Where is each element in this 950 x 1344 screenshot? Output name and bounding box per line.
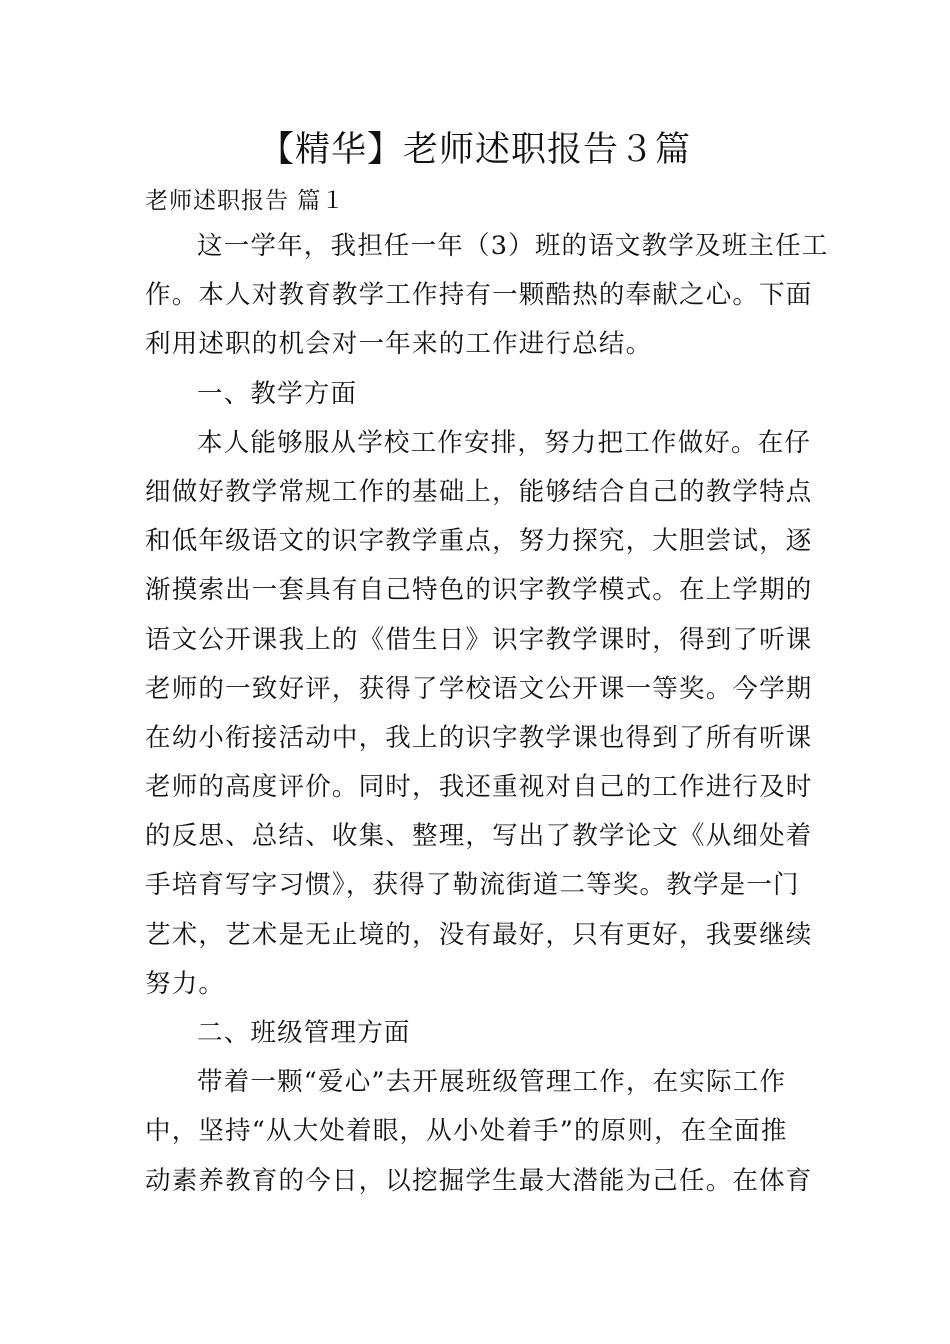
section-heading-class-management: 二、班级管理方面 [197,1018,411,1048]
document-body [145,222,829,1206]
paragraph-line: 渐摸索出一套具有自己特色的识字教学模式。在上学期的 [145,575,813,606]
paragraph-line: 动素养教育的今日，以挖掘学生最大潜能为己任。在体育 [145,1165,813,1196]
paragraph-line: 细做好教学常规工作的基础上，能够结合自己的教学特点 [145,476,813,507]
paragraph-line: 的反思、总结、收集、整理，写出了教学论文《从细处着 [145,821,813,852]
paragraph-line: 和低年级语文的识字教学重点，努力探究，大胆尝试，逐 [145,526,813,557]
section-heading-teaching: 一、教学方面 [197,378,358,409]
paragraph-line: 利用述职的机会对一年来的工作进行总结。 [145,329,653,360]
paragraph-line: 中，坚持“从大处着眼，从小处着手”的原则，在全面推 [145,1116,788,1147]
paragraph-line: 本人能够服从学校工作安排，努力把工作做好。在仔 [197,427,812,458]
section-subheading: 老师述职报告 篇１ [145,188,346,214]
paragraph-line: 努力。 [145,968,226,999]
paragraph-line: 作。本人对教育教学工作持有一颗酷热的奉献之心。下面 [145,280,813,311]
paragraph-line: 在幼小衔接活动中，我上的识字教学课也得到了所有听课 [145,722,813,753]
paragraph-line: 艺术，艺术是无止境的，没有最好，只有更好，我要继续 [145,919,813,950]
paragraph-line: 带着一颗“爱心”去开展班级管理工作，在实际工作 [197,1067,787,1098]
paragraph-line: 这一学年，我担任一年（3）班的语文教学及班主任工 [197,231,829,261]
document-title: 【精华】老师述职报告３篇 [258,130,691,170]
paragraph-line: 老师的高度评价。同时，我还重视对自己的工作进行及时 [145,772,813,803]
paragraph-line: 语文公开课我上的《借生日》识字教学课时，得到了听课 [145,624,813,655]
paragraph-line: 手培育写字习惯》，获得了勒流街道二等奖。教学是一门 [145,870,800,901]
paragraph-line: 老师的一致好评，获得了学校语文公开课一等奖。今学期 [145,673,813,704]
